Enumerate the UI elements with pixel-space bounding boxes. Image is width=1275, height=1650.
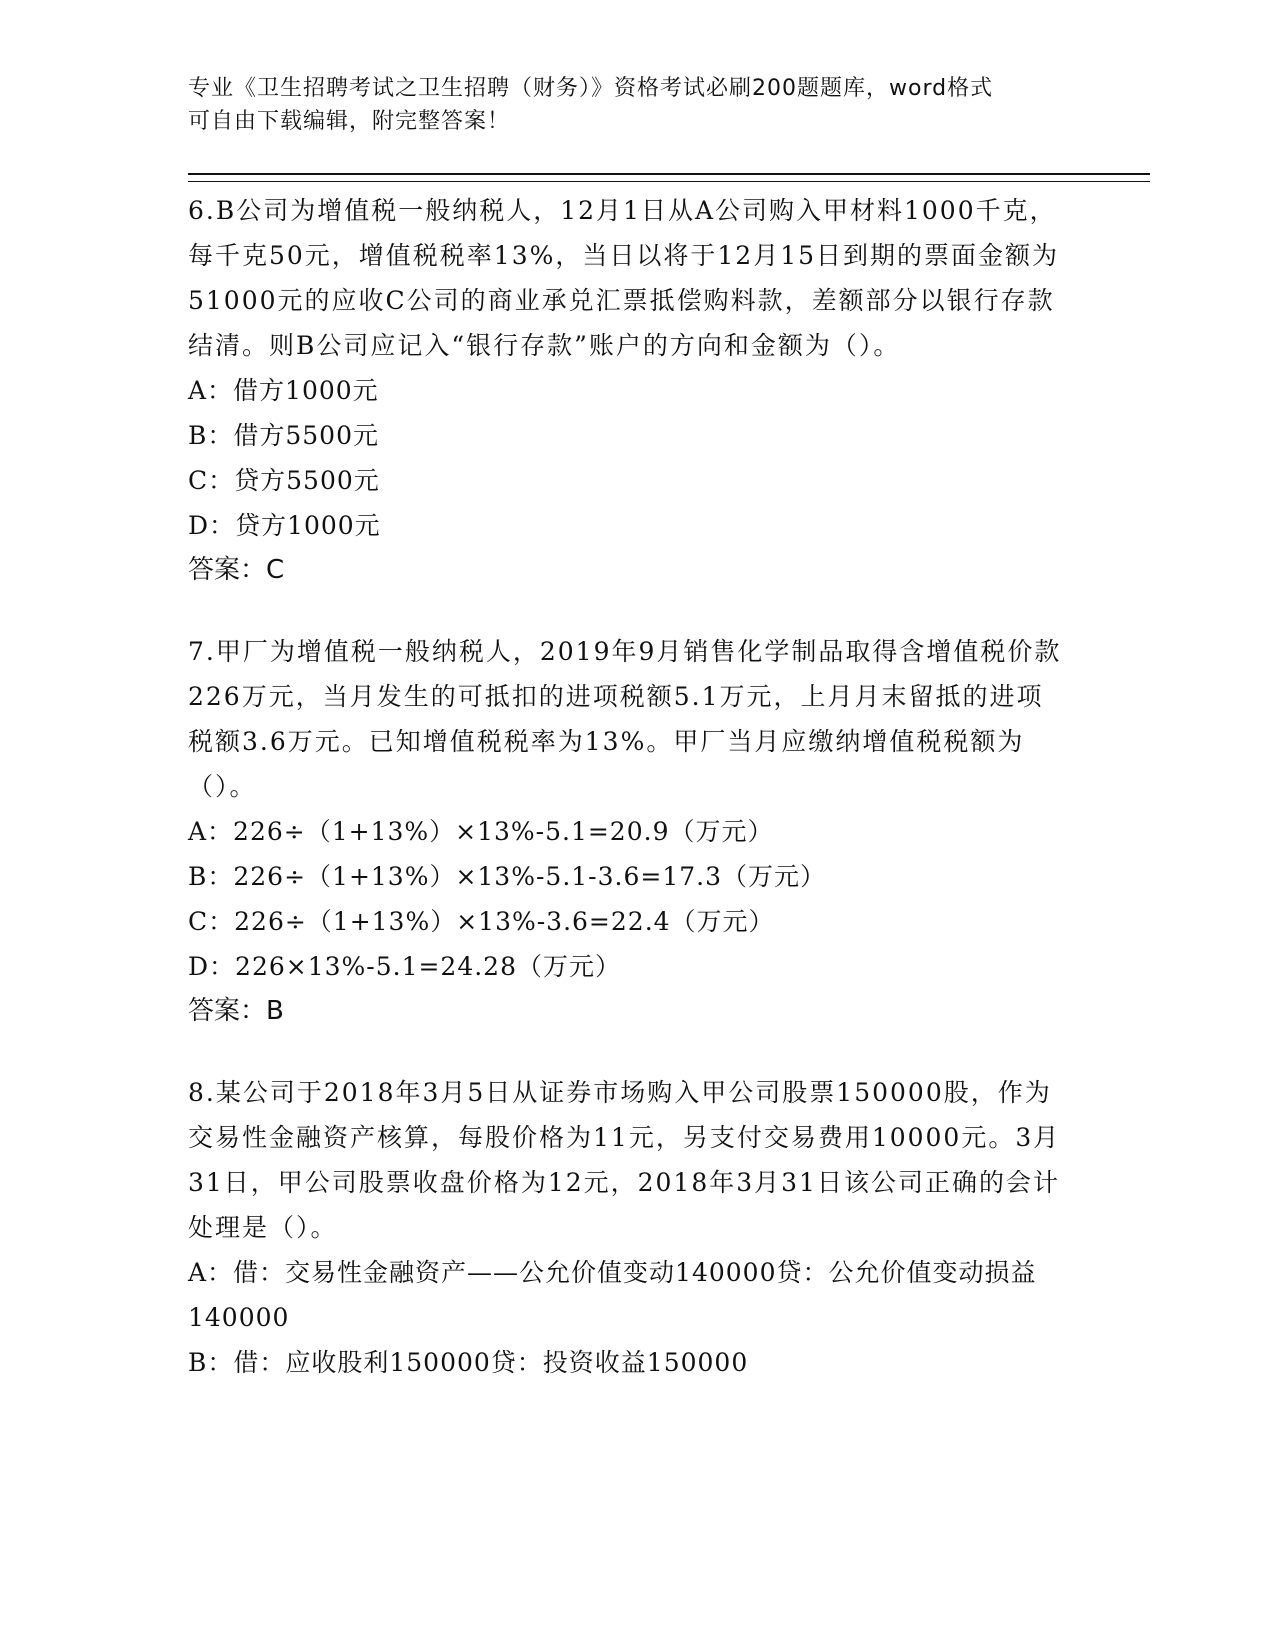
option-a: A：借方1000元 [188,376,379,405]
option-list [188,809,1068,989]
option-a: A：226÷（1+13%）×13%-5.1=20.9（万元） [188,817,774,846]
question-stem: 6.B公司为增值税一般纳税人，12月1日从A公司购入甲材料1000千克，每千克50元，增值税税率13%，当日以将于12月15日到期的票面金额为51000元的应收C公司的商业承兑汇票抵偿购料款，差额部分以银行存款结清。则B公司应记入“银行存款”账户的方向和金额为（）。 [188,196,1060,360]
option-b: B：借方5500元 [188,421,379,450]
option-c: C：贷方5500元 [188,466,380,495]
option-d: D：贷方1000元 [188,511,381,540]
document-header [188,72,1068,138]
question-stem: 7.甲厂为增值税一般纳税人，2019年9月销售化学制品取得含增值税价款226万元，当月发生的可抵扣的进项税额5.1万元，上月月末留抵的进项税额3.6万元。已知增值税税率为13%。甲厂当月应缴纳增值税税额为（）。 [188,637,1062,801]
option-d: D：226×13%-5.1=24.28（万元） [188,952,621,981]
option-b: B：226÷（1+13%）×13%-5.1-3.6=17.3（万元） [188,862,826,891]
option-list [188,1250,1068,1385]
option-list [188,368,1068,548]
question-stem: 8.某公司于2018年3月5日从证券市场购入甲公司股票150000股，作为交易性金融资产核算，每股价格为11元，另支付交易费用10000元。3月31日，甲公司股票收盘价格为12元，2018年3月31日该公司正确的会计处理是（）。 [188,1078,1061,1242]
header-line-2: 可自由下载编辑，附完整答案！ [188,109,511,134]
question-8 [188,1070,1068,1385]
option-c: C：226÷（1+13%）×13%-3.6=22.4（万元） [188,907,775,936]
question-6 [188,188,1068,593]
option-a: A：借：交易性金融资产——公允价值变动140000贷：公允价值变动损益140000 [188,1258,1037,1332]
question-7 [188,629,1068,1034]
header-divider-thin [188,181,1150,182]
question-list [188,188,1068,1421]
header-line-1: 专业《卫生招聘考试之卫生招聘（财务）》资格考试必刷200题题库，word格式 [188,76,994,101]
answer-label: 答案：B [188,996,284,1026]
answer-label: 答案：C [188,555,285,585]
header-divider-thick [188,173,1150,175]
option-b: B：借：应收股利150000贷：投资收益150000 [188,1348,749,1377]
